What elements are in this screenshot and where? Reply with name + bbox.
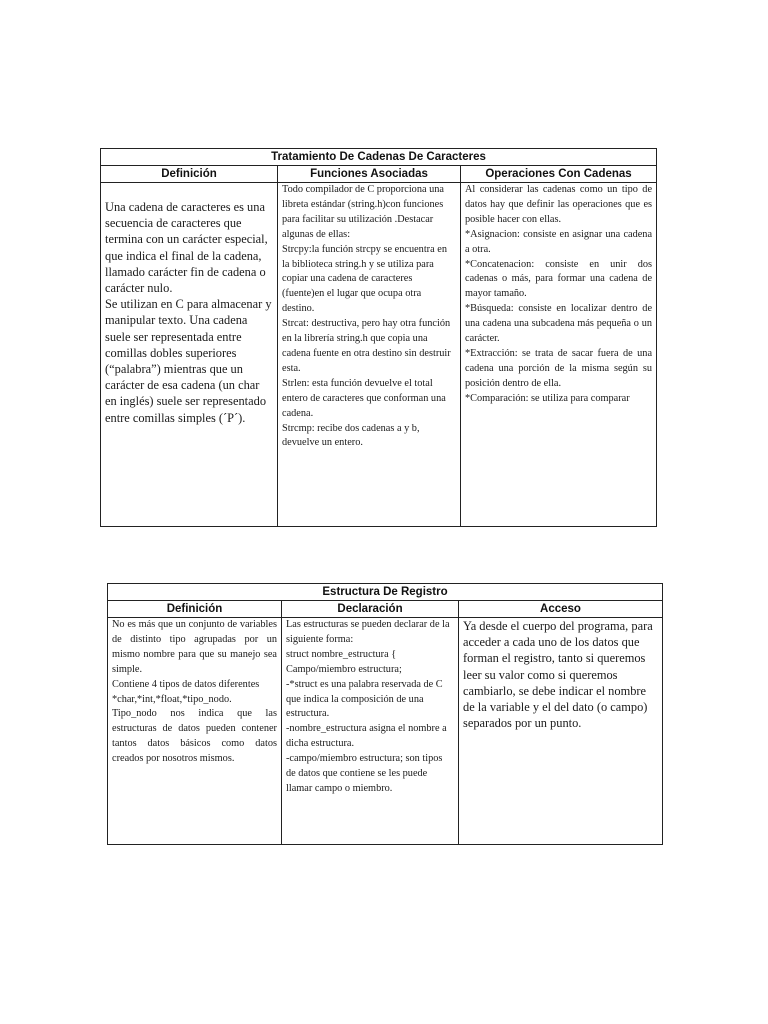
column-header-funciones: Funciones Asociadas (278, 166, 461, 183)
functions-cell (278, 183, 461, 527)
definition-cell (108, 618, 282, 845)
functions-text: Todo compilador de C proporciona una libreta estándar (string.h)con funciones para facilitar su utilización .Destacar algunas de ellas: Strcpy:la función strcpy se encuentra en la biblioteca string.h y se utiliza para copiar una cadena de caracteres (fuente)en el lugar que ocupa otra destino. Strcat: destructiva, pero hay otra función en la librería string.h que copia una cadena fuente en otra destino sin destruir esta. Strlen: esta función devuelve el total entero de caracteres que conforman una cadena. Strcmp: recibe dos cadenas a y b, devuelve un entero. (282, 184, 451, 449)
declaration-cell (282, 618, 459, 845)
declaration-text: Las estructuras se pueden declarar de la siguiente forma: struct nombre_estructura { Campo/miembro estructura; -*struct es una palabra reservada de C que indica la composición de una estructura. -nombre_estructura asigna el nombre a dicha estructura. -campo/miembro estructura; son tipos de datos que contiene se les puede llamar campo o miembro. (286, 619, 450, 794)
column-header-definicion: Definición (101, 166, 278, 183)
definition-text: No es más que un conjunto de variables de distinto tipo agrupadas por un mismo nombre para que su manejo sea simple. Contiene 4 tipos de datos diferentes *char,*int,*float,*tipo_nodo. Tipo_nodo nos indica que las estructuras de datos pueden contener tantos datos básicos como datos creados por nosotros mismos. (112, 619, 277, 765)
string-handling-table (100, 148, 657, 527)
column-header-declaracion: Declaración (282, 601, 459, 618)
table-title: Estructura De Registro (108, 584, 663, 601)
operations-cell (461, 183, 657, 527)
record-structure-table (107, 583, 663, 845)
table-title: Tratamiento De Cadenas De Caracteres (101, 149, 657, 166)
definition-cell (101, 183, 278, 527)
access-cell (459, 618, 663, 845)
operations-text: Al considerar las cadenas como un tipo de datos hay que definir las operaciones que es posible hacer con ellas. *Asignacion: consiste en asignar una cadena a otra. *Concatenacion: consiste en unir dos cadenas o más, para formar una cadena de mayor tamaño. *Búsqueda: consiste en localizar dentro de una cadena una subcadena más pequeña o un carácter. *Extracción: se trata de sacar fuera de una cadena una porción de la misma según su posición dentro de ella. *Comparación: se utiliza para comparar (465, 184, 653, 404)
column-header-definicion: Definición (108, 601, 282, 618)
access-text: Ya desde el cuerpo del programa, para acceder a cada uno de los datos que forman el registro, tanto si queremos leer su valor como si queremos cambiarlo, se debe indicar el nombre de la variable y el del dato (o campo) separados por un punto. (463, 619, 653, 731)
column-header-acceso: Acceso (459, 601, 663, 618)
definition-text: Una cadena de caracteres es una secuencia de caracteres que termina con un carácter especial, que indica el final de la cadena, llamado carácter fin de cadena o carácter nulo. Se utilizan en C para almacenar y manipular texto. Una cadena suele ser representada entre comillas dobles superiores (“palabra”) mientras que un carácter de esa cadena (un char en inglés) suele ser representado entre comillas simples (´P´). (105, 200, 272, 425)
column-header-operaciones: Operaciones Con Cadenas (461, 166, 657, 183)
